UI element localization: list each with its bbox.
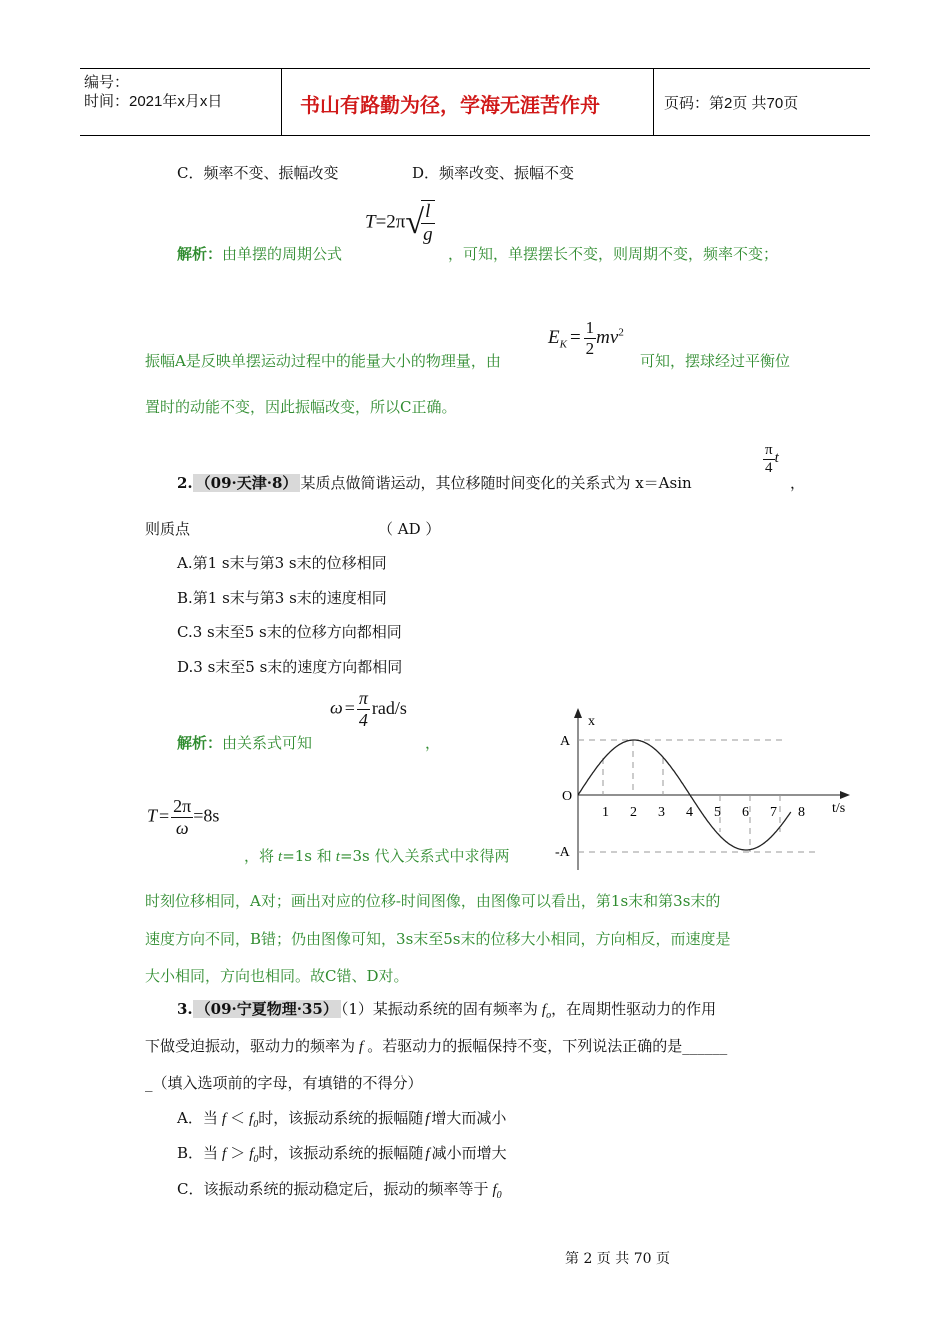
graph-tick-label: 6 bbox=[742, 805, 749, 820]
q2-option-d: D.3 s末至5 s末的速度方向都相同 bbox=[177, 658, 403, 676]
graph-y-axis-label: x bbox=[588, 714, 595, 729]
displacement-time-graph bbox=[540, 700, 860, 880]
formula-T-eq: =2π bbox=[375, 211, 406, 233]
q3-option-a1: A．当 bbox=[177, 1109, 218, 1127]
q2-stem-line1 bbox=[177, 472, 692, 493]
page-footer: 第 2 页 共 70 页 bbox=[565, 1251, 670, 1267]
formula-T-den: g bbox=[423, 224, 433, 245]
q2-stem-frac-num: π bbox=[765, 442, 773, 458]
q3-option-a-sub: 0 bbox=[253, 1119, 259, 1130]
q3-option-b3: 时，该振动系统的振幅随 bbox=[258, 1144, 424, 1162]
q1-pendulum-formula bbox=[365, 200, 435, 246]
q1-analysis-text4: 可知，摆球经过平衡位 bbox=[640, 352, 791, 370]
q2-analysis-text2a: ，将 bbox=[244, 847, 275, 865]
q2-stem-t: t bbox=[774, 450, 779, 466]
q2-option-c: C.3 s末至5 s末的位移方向都相同 bbox=[177, 623, 402, 641]
q2-analysis-text5: 大小相同，方向也相同。故C错、D对。 bbox=[145, 967, 409, 985]
T-num: 2π bbox=[173, 796, 192, 816]
q3-stem-line1 bbox=[177, 998, 716, 1021]
formula-E-sup: 2 bbox=[618, 326, 624, 339]
q2-analysis-line1 bbox=[177, 732, 312, 753]
formula-T-left: T bbox=[365, 211, 376, 233]
q2-analysis-t1: t bbox=[278, 849, 283, 865]
q3-option-c-f: f bbox=[492, 1182, 497, 1198]
q2-omega-formula bbox=[330, 688, 407, 731]
q3-stem2b: 。若驱动力的振幅保持不变，下列说法正确的是______ bbox=[367, 1037, 728, 1055]
q2-period-formula bbox=[147, 796, 219, 839]
q2-analysis-t2: t bbox=[335, 849, 340, 865]
header-number-label: 编号： bbox=[84, 74, 130, 91]
q2-stem1: 某质点做简谐运动，其位移随时间变化的关系式为 x＝Asin bbox=[300, 474, 692, 492]
formula-E-eq: = bbox=[569, 326, 581, 348]
omega-left: ω bbox=[330, 697, 343, 718]
q2-analysis-label: 解析： bbox=[177, 734, 223, 752]
q3-option-c1: C．该振动系统的振动稳定后，振动的频率等于 bbox=[177, 1180, 489, 1198]
q3-option-a2: ＜ bbox=[230, 1109, 246, 1127]
q3-option-a-f: f bbox=[221, 1111, 227, 1127]
formula-T-num: l bbox=[421, 201, 435, 224]
q3-option-b-f2: f bbox=[425, 1146, 430, 1162]
q3-f0-symbol: f bbox=[541, 1002, 547, 1018]
q1-analysis-text2: ，可知，单摆摆长不变，则周期不变，频率不变； bbox=[448, 245, 779, 263]
graph-x-axis-label: t/s bbox=[832, 801, 846, 816]
q1-analysis-text1: 由单摆的周期公式 bbox=[222, 245, 343, 263]
q3-f0-sub: o bbox=[546, 1010, 552, 1021]
sqrt-icon: √ bbox=[405, 204, 425, 241]
q2-analysis-line2 bbox=[244, 845, 510, 866]
header-page-info: 页码：第2页 共70页 bbox=[664, 95, 799, 112]
q2-stem-fraction bbox=[763, 442, 779, 477]
q3-option-a bbox=[177, 1107, 506, 1130]
omega-num: π bbox=[358, 688, 368, 708]
graph-label-O: O bbox=[562, 789, 573, 804]
q3-stem1b: ，在周期性驱动力的作用 bbox=[551, 1000, 717, 1018]
q3-option-b1: B．当 bbox=[177, 1144, 219, 1162]
q3-option-b-sub: 0 bbox=[253, 1154, 259, 1165]
q2-stem-comma: ， bbox=[790, 474, 806, 492]
formula-E-left: E bbox=[548, 326, 560, 348]
T-right: =8s bbox=[193, 805, 220, 826]
q3-option-a-f0: f bbox=[249, 1111, 254, 1127]
q3-f-symbol: f bbox=[359, 1039, 364, 1055]
q3-option-a4: 增大而减小 bbox=[431, 1109, 507, 1127]
q1-analysis-text5: 置时的动能不变，因此振幅改变，所以C正确。 bbox=[145, 398, 457, 416]
graph-guides bbox=[578, 740, 815, 852]
q3-stem-line2 bbox=[145, 1035, 727, 1056]
omega-den: 4 bbox=[358, 710, 368, 730]
q3-option-b4: 减小而增大 bbox=[431, 1144, 507, 1162]
q1-analysis-line1 bbox=[177, 243, 342, 264]
formula-E-num: 1 bbox=[585, 318, 595, 337]
q3-option-a3: 时，该振动系统的振幅随 bbox=[258, 1109, 424, 1127]
q2-analysis-text3: 时刻位移相同，A对；画出对应的位移-时间图像，由图像可以看出，第1s末和第3s末的 bbox=[145, 892, 721, 910]
q2-number: 2. bbox=[177, 474, 193, 492]
q3-option-a-f2: f bbox=[425, 1111, 430, 1127]
graph-tick-labels bbox=[602, 805, 805, 820]
q3-source-tag: （09·宁夏物理·35） bbox=[193, 1000, 341, 1018]
q2-answer: （ AD ） bbox=[378, 520, 441, 538]
graph-label-negA: -A bbox=[555, 845, 570, 860]
T-left: T bbox=[147, 805, 158, 826]
graph-tick-label: 1 bbox=[602, 805, 609, 820]
q1-energy-formula bbox=[548, 318, 624, 359]
graph-tick-label: 5 bbox=[714, 805, 721, 820]
q3-option-b2: ＞ bbox=[230, 1144, 246, 1162]
q2-analysis-comma: ， bbox=[425, 734, 441, 752]
q3-stem3: _（填入选项前的字母，有填错的不得分） bbox=[145, 1074, 423, 1092]
q2-stem2: 则质点 bbox=[145, 520, 191, 538]
graph-label-A: A bbox=[560, 734, 571, 749]
graph-axes bbox=[574, 708, 850, 870]
T-eq: = bbox=[159, 805, 170, 826]
formula-E-right: mv bbox=[596, 326, 619, 348]
graph-tick-label: 2 bbox=[630, 805, 637, 820]
q2-analysis-text1: 由关系式可知 bbox=[222, 734, 313, 752]
graph-tick-label: 8 bbox=[798, 805, 805, 820]
q3-option-b-f: f bbox=[222, 1146, 227, 1162]
q2-option-a: A.第1 s末与第3 s末的位移相同 bbox=[177, 554, 387, 572]
T-den: ω bbox=[175, 818, 189, 838]
header-motto: 书山有路勤为径，学海无涯苦作舟 bbox=[300, 93, 600, 117]
q1-analysis-text3: 振幅A是反映单摆运动过程中的能量大小的物理量，由 bbox=[145, 352, 501, 370]
q2-source-tag: （09·天津·8） bbox=[193, 474, 301, 492]
q3-stem1: （1）某振动系统的固有频率为 bbox=[340, 1000, 538, 1018]
graph-tick-label: 3 bbox=[658, 805, 665, 820]
q2-option-b: B.第1 s末与第3 s末的速度相同 bbox=[177, 589, 387, 607]
q3-stem2a: 下做受迫振动，驱动力的频率为 bbox=[145, 1037, 356, 1055]
graph-tick-label: 7 bbox=[770, 805, 777, 820]
q1-option-c: C．频率不变、振幅改变 bbox=[177, 164, 339, 182]
q3-option-c-sub: 0 bbox=[496, 1190, 502, 1201]
q3-option-b bbox=[177, 1142, 507, 1165]
q2-analysis-text2c: =3s 代入关系式中求得两 bbox=[339, 847, 510, 865]
q2-analysis-text4: 速度方向不同，B错；仍由图像可知，3s末至5s末的位移大小相同，方向相反，而速度是 bbox=[145, 930, 731, 948]
q3-number: 3. bbox=[177, 1000, 193, 1018]
header-divider-left bbox=[281, 68, 282, 136]
omega-unit: rad/s bbox=[371, 697, 407, 718]
formula-E-den: 2 bbox=[585, 339, 595, 358]
q3-option-b-f0: f bbox=[249, 1146, 254, 1162]
q2-stem-frac-den: 4 bbox=[765, 460, 773, 476]
header-bottom-rule bbox=[80, 135, 870, 136]
header-divider-right bbox=[653, 68, 654, 136]
header-time-label: 时间：2021年x月x日 bbox=[84, 93, 223, 110]
q1-option-d: D．频率改变、振幅不变 bbox=[412, 164, 575, 182]
q3-option-c bbox=[177, 1178, 502, 1201]
omega-eq: = bbox=[344, 697, 355, 718]
header-top-rule bbox=[80, 68, 870, 69]
formula-E-sub: K bbox=[559, 338, 567, 351]
q2-analysis-text2b: =1s 和 bbox=[282, 847, 332, 865]
graph-tick-label: 4 bbox=[686, 805, 693, 820]
q1-analysis-label: 解析： bbox=[177, 245, 223, 263]
